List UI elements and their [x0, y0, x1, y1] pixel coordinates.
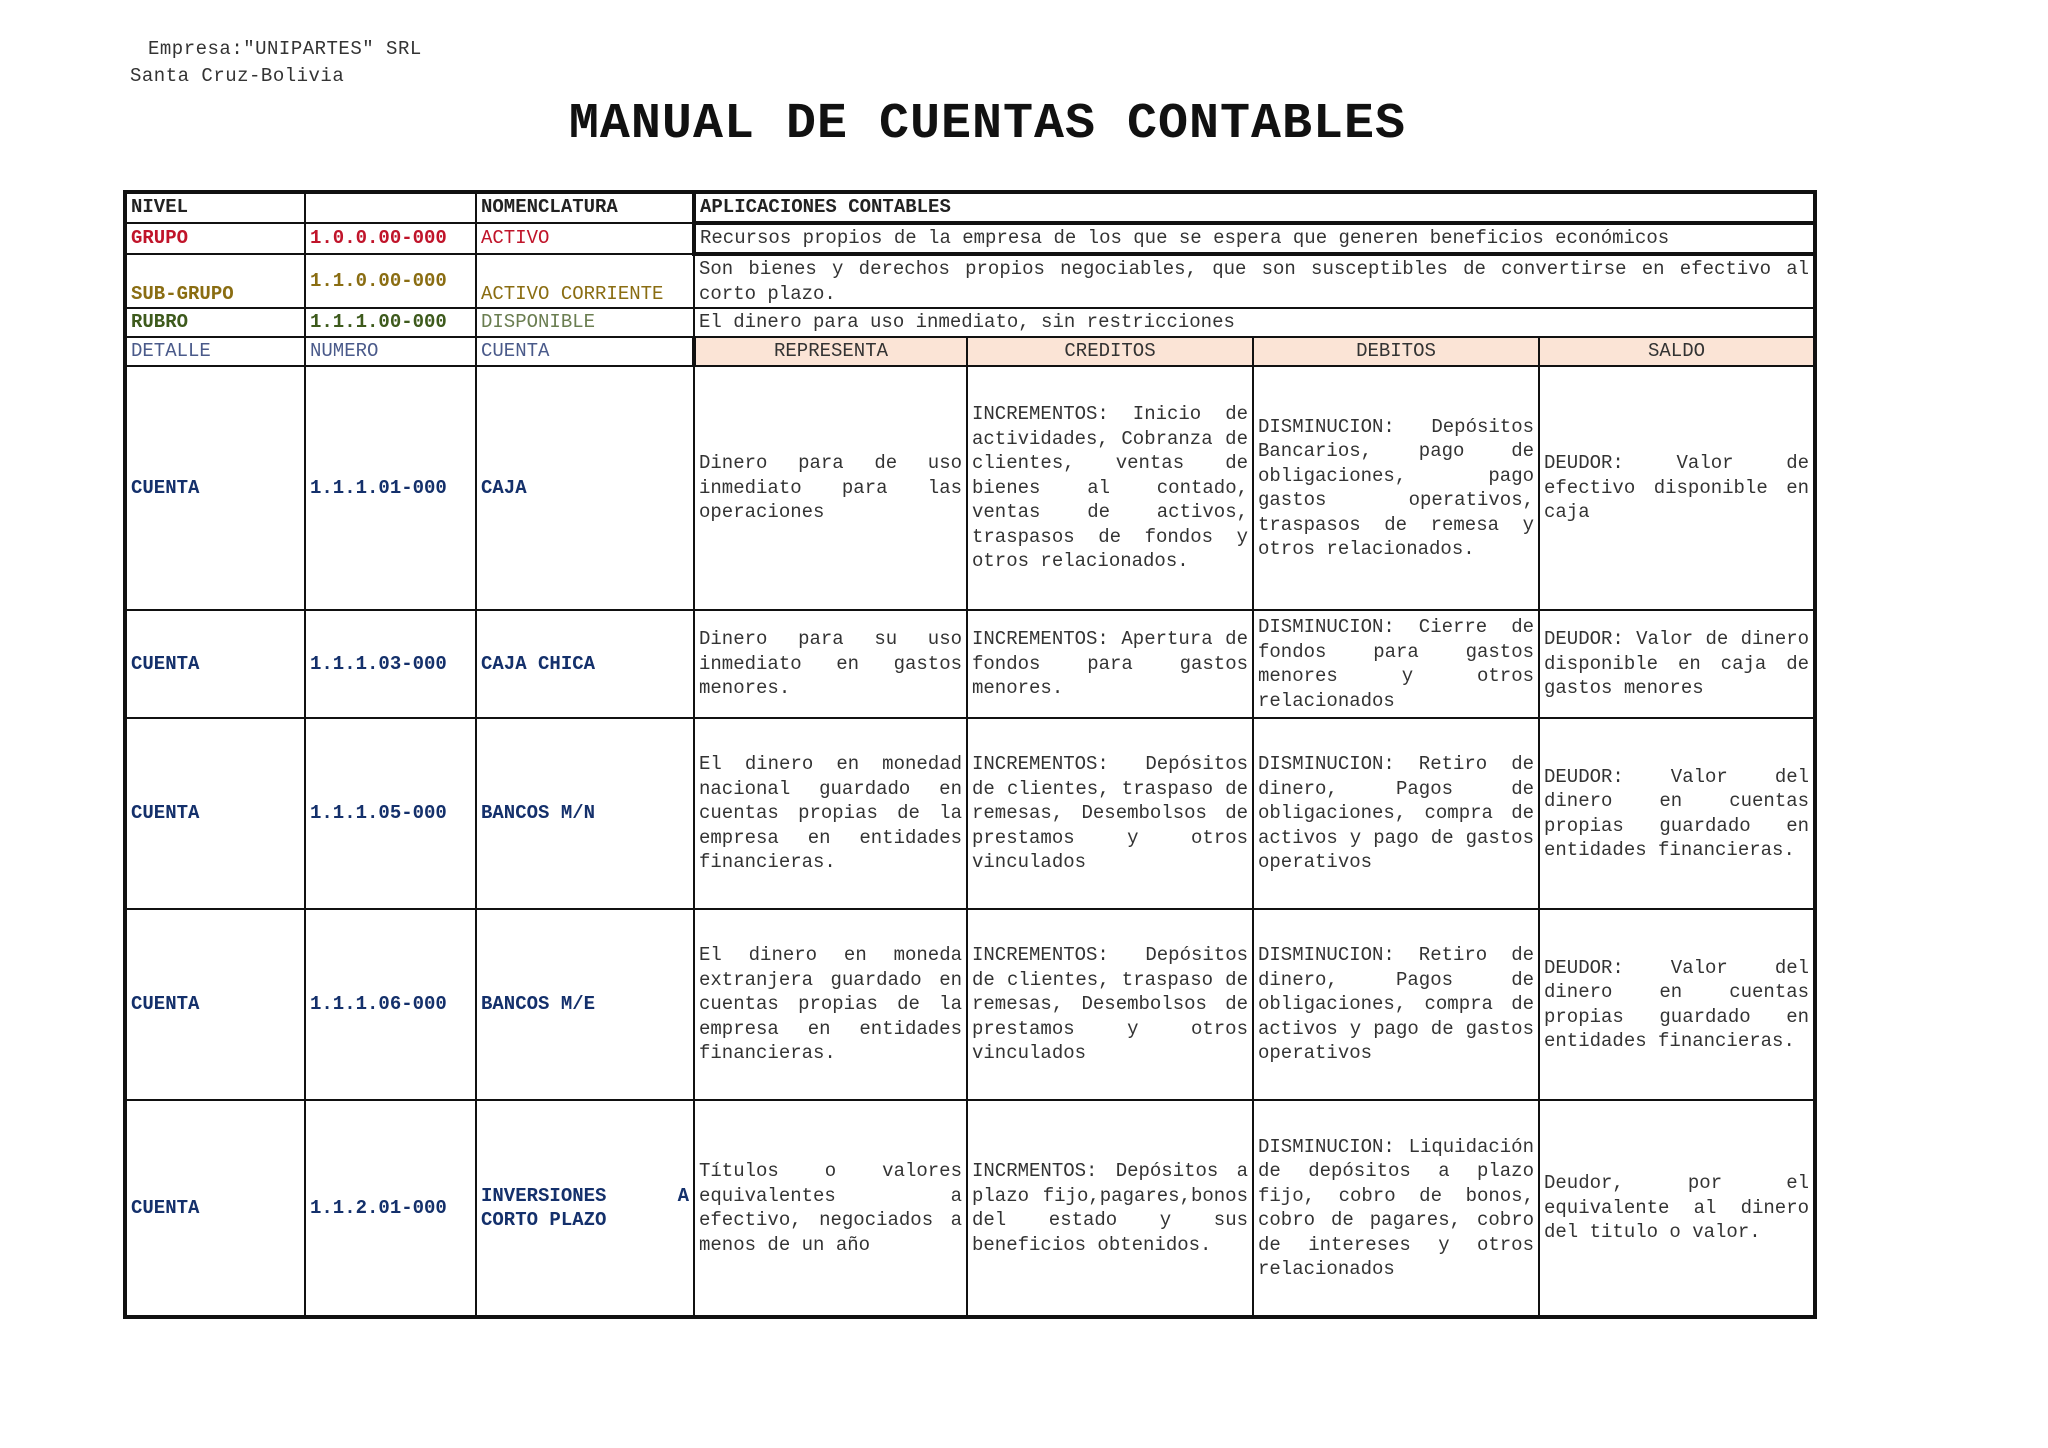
cuenta-saldo: Deudor, por el equivalente al dinero del titulo o valor. — [1539, 1100, 1815, 1317]
cuenta-saldo: DEUDOR: Valor del dinero en cuentas propias guardado en entidades financieras. — [1539, 718, 1815, 909]
accounts-table — [123, 190, 1817, 1319]
cuenta-nombre: CAJA CHICA — [476, 610, 694, 718]
cuenta-saldo: DEUDOR: Valor de efectivo disponible en caja — [1539, 366, 1815, 610]
grupo-numero: 1.0.0.00-000 — [305, 223, 476, 254]
cuenta-creditos: INCREMENTOS: Inicio de actividades, Cobranza de clientes, ventas de bienes al contado, ventas de activos, traspasos de fondos y otros relacionados. — [967, 366, 1253, 610]
cuenta-row-bancos-me — [125, 909, 1815, 1100]
header-numero — [305, 192, 476, 223]
cuenta-nivel: CUENTA — [125, 909, 305, 1100]
rubro-nombre: DISPONIBLE — [476, 308, 694, 337]
col-saldo: SALDO — [1539, 337, 1815, 366]
cuenta-numero: 1.1.2.01-000 — [305, 1100, 476, 1317]
cuenta-saldo: DEUDOR: Valor del dinero en cuentas propias guardado en entidades financieras. — [1539, 909, 1815, 1100]
cuenta-representa: El dinero en monedad nacional guardado en cuentas propias de la empresa en entidades financieras. — [694, 718, 967, 909]
cuenta-nivel: CUENTA — [125, 1100, 305, 1317]
header-nivel: NIVEL — [125, 192, 305, 223]
cuenta-debitos: DISMINUCION: Cierre de fondos para gastos menores y otros relacionados — [1253, 610, 1539, 718]
cuenta-representa: Títulos o valores equivalentes a efectivo, negociados a menos de un año — [694, 1100, 967, 1317]
cuenta-numero: 1.1.1.06-000 — [305, 909, 476, 1100]
header-nomenclatura: NOMENCLATURA — [476, 192, 694, 223]
rubro-nivel: RUBRO — [125, 308, 305, 337]
rubro-descripcion: El dinero para uso inmediato, sin restricciones — [694, 308, 1815, 337]
rubro-row — [125, 308, 1815, 337]
subgrupo-numero: 1.1.0.00-000 — [305, 254, 476, 308]
subgrupo-row — [125, 254, 1815, 308]
detalle-nombre: CUENTA — [476, 337, 694, 366]
cuenta-debitos: DISMINUCION: Depósitos Bancarios, pago de obligaciones, pago gastos operativos, traspasos de remesa y otros relacionados. — [1253, 366, 1539, 610]
cuenta-nombre: BANCOS M/N — [476, 718, 694, 909]
cuenta-nombre: CAJA — [476, 366, 694, 610]
col-debitos: DEBITOS — [1253, 337, 1539, 366]
cuenta-nombre: INVERSIONES A CORTO PLAZO — [476, 1100, 694, 1317]
col-representa: REPRESENTA — [694, 337, 967, 366]
cuenta-creditos: INCREMENTOS: Depósitos de clientes, traspaso de remesas, Desembolsos de prestamos y otros vinculados — [967, 718, 1253, 909]
cuenta-creditos: INCREMENTOS: Apertura de fondos para gastos menores. — [967, 610, 1253, 718]
rubro-numero: 1.1.1.00-000 — [305, 308, 476, 337]
cuenta-numero: 1.1.1.01-000 — [305, 366, 476, 610]
cuenta-nivel: CUENTA — [125, 718, 305, 909]
header-aplicaciones: APLICACIONES CONTABLES — [694, 192, 1815, 223]
cuenta-debitos: DISMINUCION: Retiro de dinero, Pagos de obligaciones, compra de activos y pago de gastos operativos — [1253, 718, 1539, 909]
cuenta-creditos: INCRMENTOS: Depósitos a plazo fijo,pagares,bonos del estado y sus beneficios obtenidos. — [967, 1100, 1253, 1317]
cuenta-debitos: DISMINUCION: Liquidación de depósitos a plazo fijo, cobro de bonos, cobro de pagares, cobro de intereses y otros relacionados — [1253, 1100, 1539, 1317]
cuenta-nivel: CUENTA — [125, 610, 305, 718]
col-creditos: CREDITOS — [967, 337, 1253, 366]
subgrupo-nombre: ACTIVO CORRIENTE — [476, 254, 694, 308]
company-name: Empresa:"UNIPARTES" SRL — [148, 38, 422, 60]
cuenta-row-inversiones — [125, 1100, 1815, 1317]
cuenta-debitos: DISMINUCION: Retiro de dinero, Pagos de obligaciones, compra de activos y pago de gastos operativos — [1253, 909, 1539, 1100]
detalle-nivel: DETALLE — [125, 337, 305, 366]
subgrupo-nivel: SUB-GRUPO — [125, 254, 305, 308]
detalle-row — [125, 337, 1815, 366]
table-header-row — [125, 192, 1815, 223]
cuenta-numero: 1.1.1.03-000 — [305, 610, 476, 718]
grupo-descripcion: Recursos propios de la empresa de los que se espera que generen beneficios económicos — [694, 223, 1815, 254]
company-city: Santa Cruz-Bolivia — [130, 65, 345, 87]
cuenta-numero: 1.1.1.05-000 — [305, 718, 476, 909]
grupo-nivel: GRUPO — [125, 223, 305, 254]
cuenta-row-bancos-mn — [125, 718, 1815, 909]
cuenta-nombre: BANCOS M/E — [476, 909, 694, 1100]
cuenta-representa: Dinero para de uso inmediato para las operaciones — [694, 366, 967, 610]
cuenta-saldo: DEUDOR: Valor de dinero disponible en caja de gastos menores — [1539, 610, 1815, 718]
page-title: MANUAL DE CUENTAS CONTABLES — [568, 96, 1407, 153]
cuenta-nivel: CUENTA — [125, 366, 305, 610]
subgrupo-descripcion: Son bienes y derechos propios negociables, que son susceptibles de convertirse en efectivo al corto plazo. — [694, 254, 1815, 308]
cuenta-representa: El dinero en moneda extranjera guardado en cuentas propias de la empresa en entidades financieras. — [694, 909, 967, 1100]
cuenta-row-caja-chica — [125, 610, 1815, 718]
cuenta-representa: Dinero para su uso inmediato en gastos menores. — [694, 610, 967, 718]
grupo-row — [125, 223, 1815, 254]
detalle-numero: NUMERO — [305, 337, 476, 366]
cuenta-row-caja — [125, 366, 1815, 610]
cuenta-creditos: INCREMENTOS: Depósitos de clientes, traspaso de remesas, Desembolsos de prestamos y otros vinculados — [967, 909, 1253, 1100]
grupo-nombre: ACTIVO — [476, 223, 694, 254]
